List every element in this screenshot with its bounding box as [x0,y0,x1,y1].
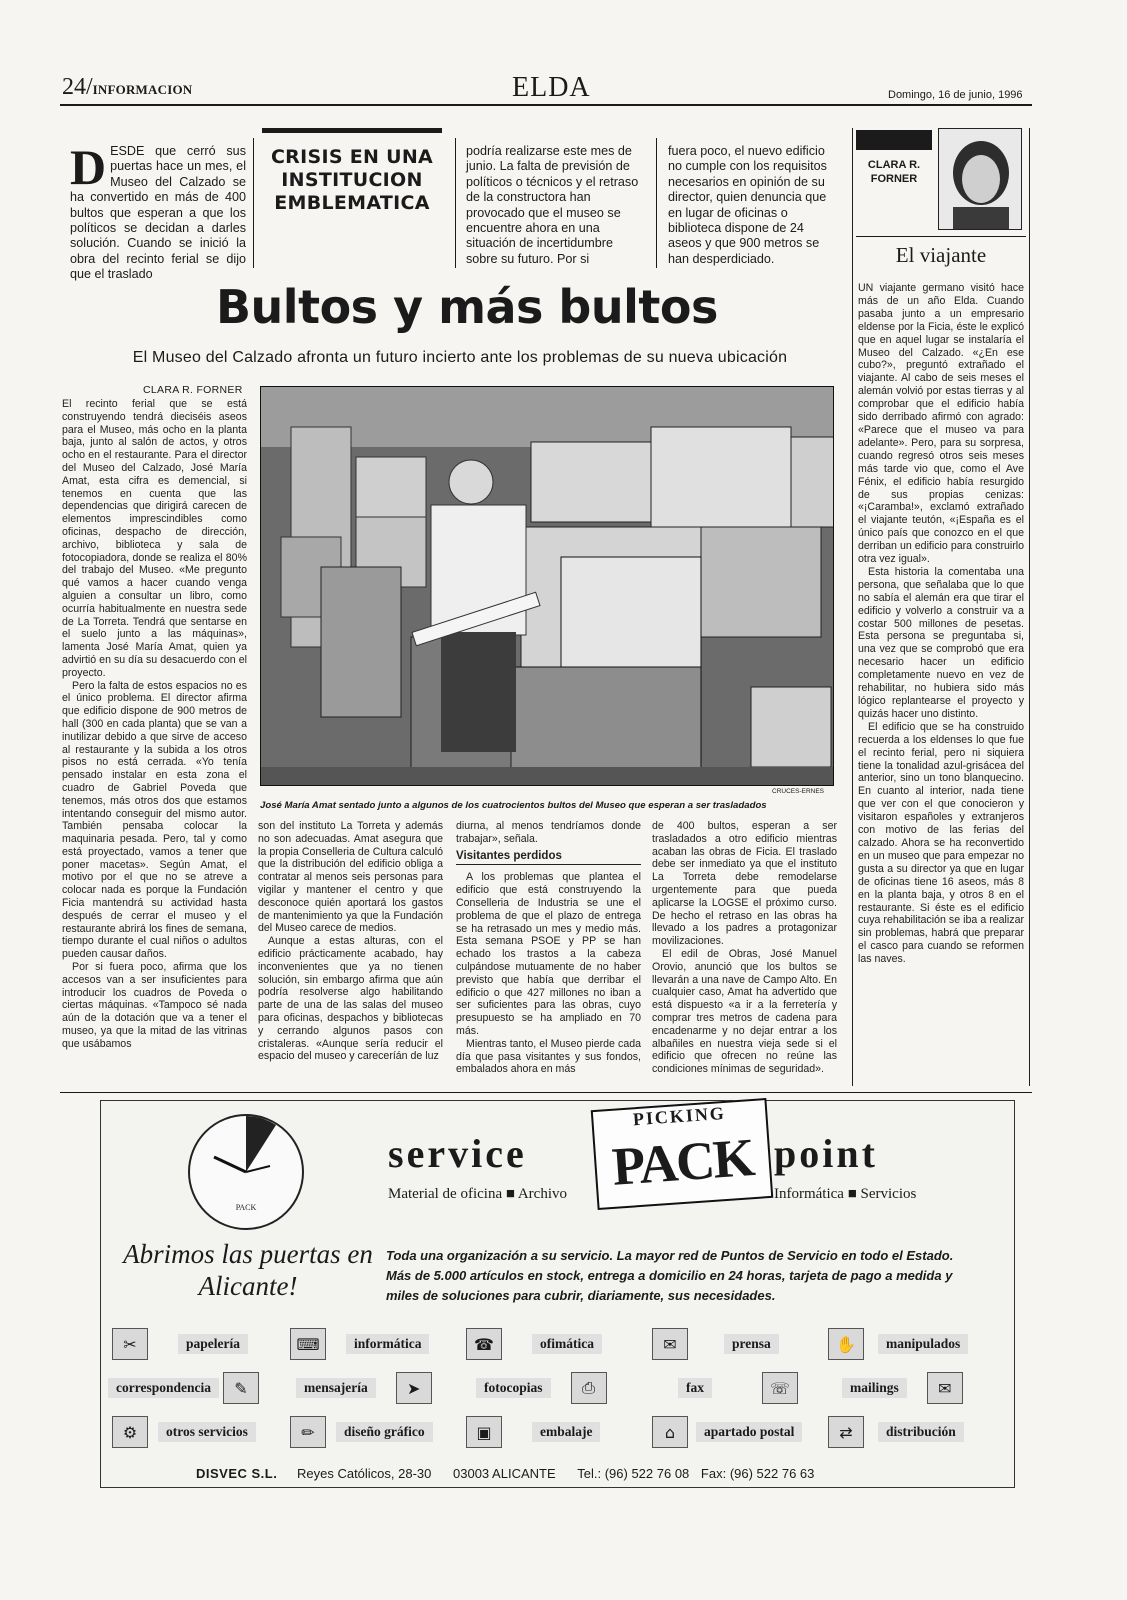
column-p2: Esta historia la comentaba una persona, que señalaba que lo que no sabía el alemán era que tirar el edificio y volverlo a construir va a costar 500 millones de pesetas. Esta persona se preguntaba si, una vez que se comprobó que era necesario hacer un edificio completamente nuevo en vez de rehabilitar, no hubiera sido más lógico replantearse el proyecto y quizás hacer uno distinto. [858,565,1024,720]
company-city: 03003 ALICANTE [453,1466,556,1481]
intro-text: ESDE que cerró sus puertas hace un mes, el Museo del Calzado se ha convertido en más de 400 bultos que esperan a que los políticos se decidan a darles solución. Cuando se inició la obra del recinto ferial se dijo que el traslado [70,144,246,282]
tagline-left: Material de oficina ■ Archivo [388,1186,567,1202]
company-address: Reyes Católicos, 28-30 [296,1466,432,1481]
service-label: manipulados [878,1334,968,1354]
service-icon: ☎ [466,1328,502,1360]
service-label: distribución [878,1422,964,1442]
service-label: papelería [178,1334,248,1354]
article-col1-p3: Por si fuera poco, afirma que los accesos van a ser insuficientes para introducir los cuadros de Poveda o ciertas máquinas. «Tampoco sé nada aún de la dotación que va a tener el museo, ya que la mitad de las vitrinas que usábamos [62,961,247,1050]
intro-col3: fuera poco, el nuevo edificio no cumple con los requisitos necesarios en opinión de su director, quien denuncia que en lugar de oficinas o biblioteca dispone de 24 aseos y que 900 metros se han desperdiciado. [668,144,827,266]
ad-contact-line [196,1466,916,1481]
column-title: El viajante [895,243,987,267]
paper-name: INFORMACION [92,82,193,97]
article-col1 [62,398,247,1086]
clock-icon [186,1112,306,1232]
service-icon: ✎ [223,1372,259,1404]
service-label: otros servicios [158,1422,256,1442]
service-label: mensajería [296,1378,376,1398]
service-item [290,1328,429,1360]
service-label: embalaje [532,1422,600,1442]
service-item [290,1416,433,1448]
service-icon: ✏ [290,1416,326,1448]
service-item [678,1372,798,1404]
brand-logo [591,1098,774,1210]
byline: CLARA R. FORNER [143,384,243,396]
service-icon: ⎙ [571,1372,607,1404]
service-icon: ⌂ [652,1416,688,1448]
article-col2-p2: Aunque a estas alturas, con el edificio prácticamente acabado, hay inconvenientes que ya no tienen solución, sin embargo afirma que aún podría resolverse algo habilitando parte de una de las salas del museo para oficinas, despachos y bibliotecas y cerrando algunos pasos con cristaleras. «Aunque sería reducir el espacio del museo y careceríán de luz [258,935,443,1063]
column-p3: El edificio que se ha construido recuerda a los eldenses lo que fue el recinto ferial, pero ni siquiera tiene la tonalidad azul-grisácea del anterior, sino un tono blanquecino. En cuanto al interior, nada tiene que ver con el que conocieron y visitaron españoles y extranjeros con motivo de las ferias del calzado. Ahora se ha reconvertido en un museo que para empezar no gusta a su director ya que en lugar de oficinas tiene 16 aseos, más 8 en la planta baja, y otros 8 en el restaurante. Si éste es el edificio cuya rehabilitación se iba a realizar sin problemas, habrá que preparar el casco para cuando se reformen las naves. [858,720,1024,966]
service-icon: ⚙ [112,1416,148,1448]
boxes-photo-illustration [261,387,834,786]
issue-date: Domingo, 16 de junio, 1996 [888,89,1023,101]
company-name: DISVEC S.L. [196,1466,278,1481]
intro-col2: podría realizarse este mes de junio. La falta de previsión de políticos o técnicos y el retraso de la constructora han provocado que el museo se encuentre ahora en una situación de incertidumbre sobre su futuro. Por si [466,144,639,266]
photo-credit: CRUCES-ERNES [772,788,825,795]
brand-logo-top: PICKING [632,1102,727,1130]
article-col1-p2: Pero la falta de estos espacios no es el único problema. El director afirma que edificio dispone de 900 metros de hall (300 en cada planta) que se van a inutilizar debido a que sirve de acceso al restaurante y la subida a los otros pisos no está cerrada. «Yo tenía pensado instalar en esta zona el cuadro de Gabriel Poveda que tenemos, más otros dos que estamos intentando conseguir del mismo autor. También pensaba colocar la maquinaria pesada. Pero, tal y como está proyectado, vamos a tener que poner macetas». Según Amat, el motivo por el que no se atreve a colocar nada es porque la Fundación Ficia mantendrá su actividad hasta después de cerrar el museo y el restaurante abrirá los fines de semana, tiempo durante el cual niños o adultos pueden causar daños. [62,679,247,961]
service-icon: ✋ [828,1328,864,1360]
article-col3-p1: A los problemas que plantea el edificio que está construyendo la Conselleria de Industria se une el problema de que el plazo de entrega se ha retrasado un mes y medio más. Esta semana PSOE y PP se han echado los trastos a la cabeza culpándose mutuamente de no haber previsto que había que derribar el edificio o que 427 millones no iban a ser suficientes para las obras, cuyo presupuesto se ha ampliado en 70 más. [456,871,641,1037]
company-fax: Fax: (96) 522 76 63 [700,1466,815,1481]
service-item [296,1372,432,1404]
section-subhead: Visitantes perdidos [456,850,641,866]
service-icon: ➤ [396,1372,432,1404]
clock-logo [186,1112,306,1232]
article-col4 [652,820,837,1086]
intro-divider-1 [253,138,254,268]
service-label: apartado postal [696,1422,802,1442]
service-label: mailings [842,1378,907,1398]
column-title-rule [856,236,1026,237]
kicker-rule [262,128,442,133]
service-item [476,1372,607,1404]
company-phone: Tel.: (96) 522 76 08 [577,1466,690,1481]
author-portrait [938,128,1022,230]
service-item [828,1328,968,1360]
brand-service: service [388,1131,527,1176]
service-item [112,1416,256,1448]
service-item [112,1328,248,1360]
photo-caption: José María Amat sentado junto a algunos de los cuatrocientos bultos del Museo que esperan a ser trasladados [260,800,767,811]
museum-photo [260,386,834,786]
column-top-rule [856,130,932,150]
intro-divider-2 [455,138,456,268]
service-label: correspondencia [108,1378,219,1398]
clock-logo-text: PACK [235,1203,257,1212]
page-number-value: 24/ [62,74,93,100]
service-label: ofimática [532,1334,602,1354]
ad-separator [60,1092,1032,1093]
column-p1: UN viajante germano visitó hace más de un año Elda. Cuando pasaba junto a un empresario eldense por la Ficia, éste le explicó que en aquel lugar se instalaría el Museo del Calzado. «¿En ese cubo?», preguntó extrañado el viajante. Al cabo de seis meses el alemán volvió por estas tierras y al comprobar que el edificio había sido derribado afirmó con agrado: «Parece que el museo va para adelante». Pero, para su sorpresa, cuando regresó otros seis meses más tarde vio que, como el Ave Fénix, el edificio había resurgido de sus propias cenizas: «¡Caramba!», exclamó extrañado el viajante teutón, «¡España es el único país que conozco en el que derriban un edificio para construirlo otra vez igual». [858,282,1024,566]
service-label: informática [346,1334,429,1354]
column-body [858,282,1024,1077]
service-label: fax [678,1378,712,1398]
intro-lead [70,139,246,283]
intro-divider-3 [656,138,657,268]
article-col2 [258,820,443,1086]
kicker: CRISIS EN UNA INSTITUCION EMBLEMATICA [270,146,434,214]
service-item [652,1328,779,1360]
article-col3-top: diurna, al menos tendríamos donde trabajar», señala. [456,820,641,845]
article-col4-p1: de 400 bultos, esperan a ser trasladados a otro edificio mientras acaban las obras de Ficia. El traslado debe ser inmediato ya que el instituto La Torreta debe remodelarse urgentemente para que pueda aplicarse la LOGSE el próximo curso. De hecho el retraso en las obras ha llevado a los padres a protagonizar movilizaciones. [652,820,837,948]
article-col3 [456,820,641,1086]
brand-logo-text: PACK [610,1127,755,1197]
services-grid [108,1320,988,1460]
article-col4-p2: El edil de Obras, José Manuel Orovio, anunció que los bultos se llevarán a una nave de Campo Alto. En cualquier caso, Amat ha advertido que está dispuesto «a ir a la ferretería y comprar tres metros de cadena para encadenarme y no dejar entrar a los albañiles en nuestra vieja sede si el edificio que ofrecen no reúne las condiciones mínimas de seguridad». [652,947,837,1076]
brand-point: point [774,1131,878,1176]
service-label: diseño gráfico [336,1422,433,1442]
service-icon: ☏ [762,1372,798,1404]
ad-slogan: Abrimos las puertas en Alicante! [123,1239,373,1301]
service-label: fotocopias [476,1378,551,1398]
service-icon: ⇄ [828,1416,864,1448]
service-item [466,1416,600,1448]
article-col1-p1: El recinto ferial que se está construyendo tendrá dieciséis aseos para el Museo, más ocho en la planta baja, junto al salón de actos, y otros ocho en el restaurante. Para el director del Museo del Calzado, José María Amat, esta cifra es demencial, si tenemos en cuenta que las dependencias que dirigirá carecen de elementos imprescindibles como oficinas, despacho de dirección, archivo, biblioteca y sala de fotocopiadora, donde se realiza el 80% del trabajo del Museo. «Me pregunto qué vamos a hacer cuando venga alguien a consultar un libro, como ocurría habitualmente en nuestra sede de La Torreta. Tendrá que sentarse en el suelo junto a las máquinas», lamenta José María Amat, quien ya advirtió en su día su desacuerdo con el proyecto. [62,398,247,679]
service-item [652,1416,802,1448]
service-icon: ✉ [652,1328,688,1360]
section-title: ELDA [512,72,591,103]
header-rule [60,104,1032,106]
service-icon: ✉ [927,1372,963,1404]
page-number [62,74,192,101]
article-col3-p2: Mientras tanto, el Museo pierde cada día que pasa visitantes y sus fondos, embalados ahora en más [456,1037,641,1076]
service-item [108,1372,259,1404]
service-icon: ✂ [112,1328,148,1360]
service-label: prensa [724,1334,779,1354]
article-col2-p1: son del instituto La Torreta y además no son adecuadas. Amat asegura que la propia Conselleria de Cultura calculó que la distribución del edificio obliga a contratar al menos seis personas para vigilar y mantener el centro y que desconoce quién aportará los gastos de mantenimiento ya que la Fundación del Museo carece de medios. [258,820,443,935]
service-icon: ⌨ [290,1328,326,1360]
tagline-right: Informática ■ Servicios [774,1186,917,1202]
service-item [828,1416,964,1448]
column-author: CLARA R. FORNER [867,159,921,185]
service-item [466,1328,602,1360]
portrait-illustration [939,129,1022,230]
service-item [842,1372,963,1404]
ad-pitch: Toda una organización a su servicio. La mayor red de Puntos de Servicio en todo el Estado. Más de 5.000 artículos en stock, entrega a domicilio en 24 horas, tarjeta de pago a medida y miles de soluciones para cubrir, diariamente, sus necesidades. [386,1248,954,1303]
subheadline: El Museo del Calzado afronta un futuro incierto ante los problemas de su nueva ubicación [132,349,788,366]
headline: Bultos y más bultos [216,280,718,334]
service-icon: ▣ [466,1416,502,1448]
drop-cap: D [70,139,107,195]
